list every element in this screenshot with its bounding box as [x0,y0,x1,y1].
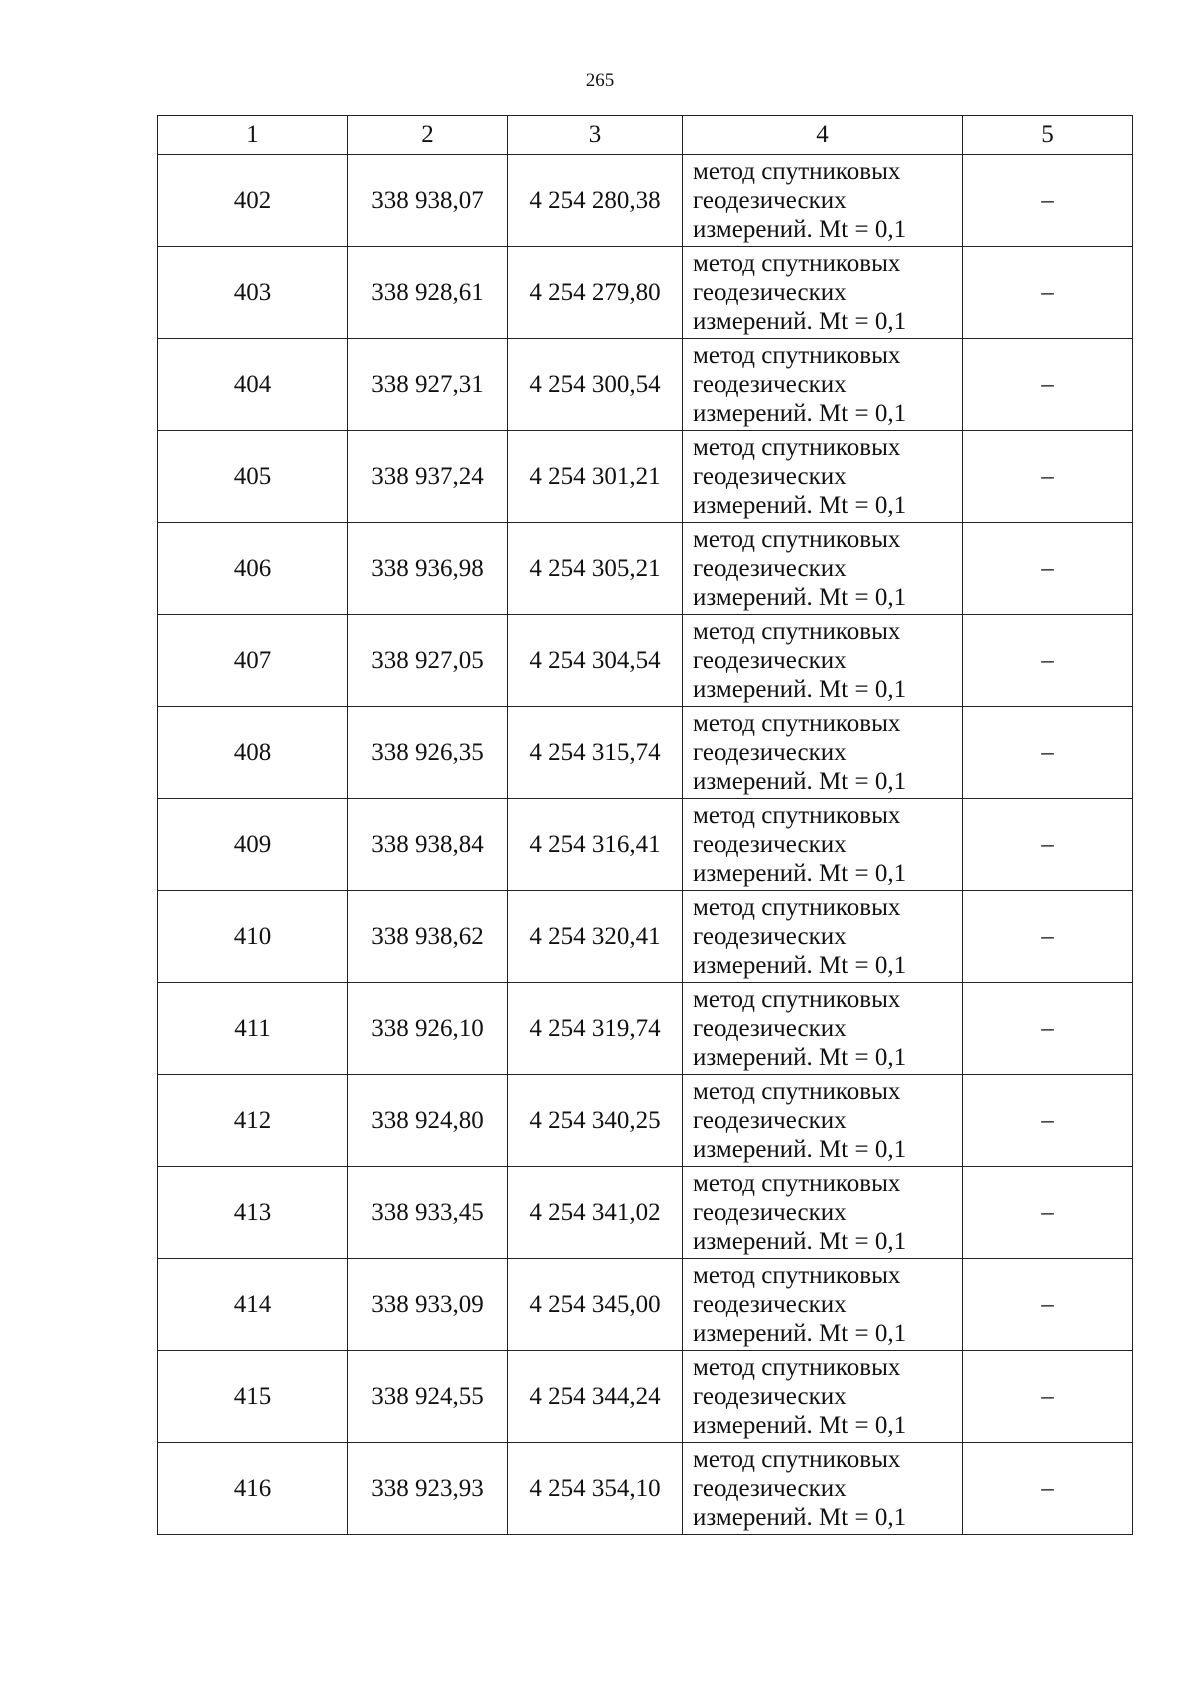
method-cell [683,615,963,707]
x-coordinate-cell: 338 926,35 [348,707,508,799]
method-cell [683,523,963,615]
point-number-cell: 416 [158,1443,348,1535]
y-coordinate-cell: 4 254 315,74 [508,707,683,799]
method-line: измерений. Mt = 0,1 [693,584,907,611]
method-line: метод спутниковых [693,342,901,369]
note-cell: – [963,891,1133,983]
y-coordinate-cell: 4 254 316,41 [508,799,683,891]
point-number-cell: 413 [158,1167,348,1259]
method-line: метод спутниковых [693,894,901,921]
page-number: 265 [585,70,615,91]
note-cell: – [963,1075,1133,1167]
method-line: измерений. Mt = 0,1 [693,492,907,519]
point-number-cell: 406 [158,523,348,615]
y-coordinate-cell: 4 254 319,74 [508,983,683,1075]
method-line: метод спутниковых [693,802,901,829]
note-cell: – [963,1167,1133,1259]
method-line: измерений. Mt = 0,1 [693,308,907,335]
method-line: геодезических [693,1383,847,1410]
method-line: метод спутниковых [693,434,901,461]
y-coordinate-cell: 4 254 345,00 [508,1259,683,1351]
method-line: геодезических [693,1475,847,1502]
y-coordinate-cell: 4 254 300,54 [508,339,683,431]
table-header [158,116,1133,155]
note-cell: – [963,431,1133,523]
method-line: метод спутниковых [693,250,901,277]
x-coordinate-cell: 338 933,09 [348,1259,508,1351]
y-coordinate-cell: 4 254 279,80 [508,247,683,339]
method-line: метод спутниковых [693,986,901,1013]
x-coordinate-cell: 338 926,10 [348,983,508,1075]
header-row [158,116,1133,155]
method-line: геодезических [693,1291,847,1318]
note-cell: – [963,523,1133,615]
table-row [158,247,1133,339]
y-coordinate-cell: 4 254 344,24 [508,1351,683,1443]
table-row [158,707,1133,799]
method-cell [683,1075,963,1167]
note-cell: – [963,1259,1133,1351]
method-cell [683,983,963,1075]
y-coordinate-cell: 4 254 301,21 [508,431,683,523]
point-number-cell: 408 [158,707,348,799]
table-row [158,523,1133,615]
table-row [158,615,1133,707]
note-cell: – [963,707,1133,799]
note-cell: – [963,983,1133,1075]
method-line: метод спутниковых [693,158,901,185]
method-line: измерений. Mt = 0,1 [693,1136,907,1163]
x-coordinate-cell: 338 928,61 [348,247,508,339]
y-coordinate-cell: 4 254 280,38 [508,155,683,247]
point-number-cell: 409 [158,799,348,891]
x-coordinate-cell: 338 936,98 [348,523,508,615]
method-line: метод спутниковых [693,1170,901,1197]
method-line: метод спутниковых [693,1078,901,1105]
x-coordinate-cell: 338 924,80 [348,1075,508,1167]
table-body [158,155,1133,1535]
method-line: геодезических [693,1107,847,1134]
method-line: измерений. Mt = 0,1 [693,1412,907,1439]
method-line: измерений. Mt = 0,1 [693,216,907,243]
method-line: измерений. Mt = 0,1 [693,1044,907,1071]
method-cell [683,1259,963,1351]
method-line: метод спутниковых [693,1262,901,1289]
method-line: геодезических [693,739,847,766]
method-line: метод спутниковых [693,1354,901,1381]
method-cell [683,155,963,247]
header-col-1: 1 [158,116,348,155]
method-line: измерений. Mt = 0,1 [693,952,907,979]
table-row [158,799,1133,891]
table-row [158,1167,1133,1259]
y-coordinate-cell: 4 254 320,41 [508,891,683,983]
y-coordinate-cell: 4 254 305,21 [508,523,683,615]
table-row [158,1351,1133,1443]
point-number-cell: 412 [158,1075,348,1167]
note-cell: – [963,799,1133,891]
note-cell: – [963,615,1133,707]
table-row [158,1443,1133,1535]
table-row [158,339,1133,431]
header-col-2: 2 [348,116,508,155]
method-line: геодезических [693,831,847,858]
method-cell [683,247,963,339]
method-line: геодезических [693,279,847,306]
method-line: измерений. Mt = 0,1 [693,768,907,795]
method-line: геодезических [693,923,847,950]
method-cell [683,891,963,983]
method-line: измерений. Mt = 0,1 [693,1504,907,1531]
point-number-cell: 403 [158,247,348,339]
method-line: геодезических [693,1015,847,1042]
method-cell [683,431,963,523]
y-coordinate-cell: 4 254 341,02 [508,1167,683,1259]
note-cell: – [963,1443,1133,1535]
method-line: измерений. Mt = 0,1 [693,1320,907,1347]
x-coordinate-cell: 338 927,05 [348,615,508,707]
method-line: измерений. Mt = 0,1 [693,400,907,427]
method-cell [683,339,963,431]
point-number-cell: 407 [158,615,348,707]
y-coordinate-cell: 4 254 304,54 [508,615,683,707]
x-coordinate-cell: 338 938,07 [348,155,508,247]
table-row [158,1075,1133,1167]
x-coordinate-cell: 338 938,84 [348,799,508,891]
x-coordinate-cell: 338 937,24 [348,431,508,523]
point-number-cell: 414 [158,1259,348,1351]
x-coordinate-cell: 338 923,93 [348,1443,508,1535]
y-coordinate-cell: 4 254 340,25 [508,1075,683,1167]
x-coordinate-cell: 338 927,31 [348,339,508,431]
header-col-5: 5 [963,116,1133,155]
table-row [158,891,1133,983]
method-line: измерений. Mt = 0,1 [693,860,907,887]
method-line: геодезических [693,187,847,214]
x-coordinate-cell: 338 933,45 [348,1167,508,1259]
note-cell: – [963,155,1133,247]
note-cell: – [963,339,1133,431]
method-line: геодезических [693,647,847,674]
table-row [158,983,1133,1075]
table-row [158,431,1133,523]
point-number-cell: 411 [158,983,348,1075]
point-number-cell: 405 [158,431,348,523]
x-coordinate-cell: 338 938,62 [348,891,508,983]
method-line: геодезических [693,463,847,490]
header-col-4: 4 [683,116,963,155]
method-line: измерений. Mt = 0,1 [693,676,907,703]
method-line: метод спутниковых [693,526,901,553]
header-col-3: 3 [508,116,683,155]
method-line: метод спутниковых [693,1446,901,1473]
y-coordinate-cell: 4 254 354,10 [508,1443,683,1535]
point-number-cell: 402 [158,155,348,247]
method-cell [683,707,963,799]
table-row [158,155,1133,247]
method-line: измерений. Mt = 0,1 [693,1228,907,1255]
method-cell [683,1351,963,1443]
note-cell: – [963,1351,1133,1443]
point-number-cell: 415 [158,1351,348,1443]
method-line: геодезических [693,371,847,398]
method-cell [683,799,963,891]
point-number-cell: 404 [158,339,348,431]
table-row [158,1259,1133,1351]
point-number-cell: 410 [158,891,348,983]
method-cell [683,1167,963,1259]
method-cell [683,1443,963,1535]
note-cell: – [963,247,1133,339]
method-line: метод спутниковых [693,710,901,737]
coordinates-table [157,115,1133,1535]
x-coordinate-cell: 338 924,55 [348,1351,508,1443]
method-line: геодезических [693,555,847,582]
method-line: метод спутниковых [693,618,901,645]
method-line: геодезических [693,1199,847,1226]
